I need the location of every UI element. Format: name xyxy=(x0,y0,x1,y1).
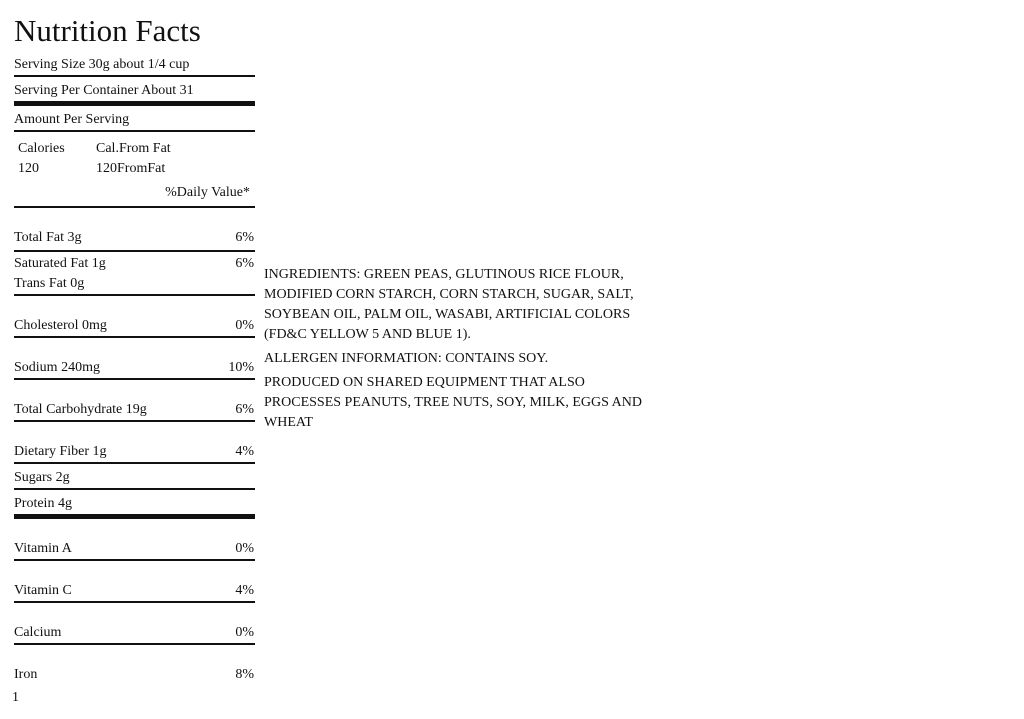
nutrient-name: Dietary Fiber 1g xyxy=(14,444,107,459)
nutrient-name: Sugars 2g xyxy=(14,470,70,485)
shared-equipment-notice: PRODUCED ON SHARED EQUIPMENT THAT ALSO PROCESSES PEANUTS, TREE NUTS, SOY, MILK, EGGS AND WHEAT xyxy=(264,375,642,430)
nutrition-facts-title: Nutrition Facts xyxy=(14,13,201,48)
divider-rule xyxy=(14,488,255,490)
amount-per-serving: Amount Per Serving xyxy=(14,112,130,127)
nutrient-row xyxy=(14,255,255,273)
vitamin-daily-value: 4% xyxy=(235,583,254,598)
vitamin-name: Vitamin C xyxy=(14,583,72,598)
nutrient-daily-value: 6% xyxy=(235,230,254,245)
nutrient-row xyxy=(14,275,255,293)
divider-rule xyxy=(14,130,255,132)
nutrient-row xyxy=(14,495,255,513)
allergen-information: ALLERGEN INFORMATION: CONTAINS SOY. xyxy=(264,351,549,366)
divider-rule-thick xyxy=(14,101,255,106)
divider-rule xyxy=(14,250,255,252)
vitamin-row xyxy=(14,582,255,600)
nutrient-row xyxy=(14,359,255,377)
nutrient-row xyxy=(14,443,255,461)
ingredients-text: INGREDIENTS: GREEN PEAS, GLUTINOUS RICE FLOUR, MODIFIED CORN STARCH, CORN STARCH, SUGAR, SALT, SOYBEAN OIL, PALM OIL, WASABI, ARTIFICIAL COLORS (FD&C YELLOW 5 AND BLUE 1). xyxy=(264,267,634,342)
ingredients-block xyxy=(264,265,654,433)
nutrient-name: Protein 4g xyxy=(14,496,72,511)
nutrient-row xyxy=(14,317,255,335)
nutrient-row xyxy=(14,469,255,487)
calories-value: 120 xyxy=(18,161,39,176)
divider-rule xyxy=(14,294,255,296)
divider-rule xyxy=(14,420,255,422)
serving-size: Serving Size 30g about 1/4 cup xyxy=(14,57,190,72)
vitamin-row xyxy=(14,540,255,558)
nutrient-name: Total Fat 3g xyxy=(14,230,82,245)
vitamin-daily-value: 8% xyxy=(235,667,254,682)
nutrient-name: Cholesterol 0mg xyxy=(14,318,107,333)
vitamin-row xyxy=(14,624,255,642)
divider-rule xyxy=(14,75,255,77)
nutrient-row xyxy=(14,229,255,247)
nutrient-row xyxy=(14,401,255,419)
divider-rule xyxy=(14,206,255,208)
vitamin-name: Iron xyxy=(14,667,38,682)
nutrient-daily-value: 10% xyxy=(228,360,254,375)
divider-rule xyxy=(14,378,255,380)
divider-rule xyxy=(14,601,255,603)
nutrient-name: Sodium 240mg xyxy=(14,360,100,375)
nutrient-daily-value: 4% xyxy=(235,444,254,459)
vitamin-name: Vitamin A xyxy=(14,541,72,556)
vitamin-daily-value: 0% xyxy=(235,625,254,640)
page-number: 1 xyxy=(12,690,19,705)
nutrient-daily-value: 0% xyxy=(235,318,254,333)
daily-value-header: %Daily Value* xyxy=(165,185,250,200)
cal-from-fat-value: 120FromFat xyxy=(96,161,166,176)
vitamin-daily-value: 0% xyxy=(235,541,254,556)
nutrient-name: Total Carbohydrate 19g xyxy=(14,402,147,417)
vitamin-name: Calcium xyxy=(14,625,62,640)
divider-rule xyxy=(14,336,255,338)
nutrient-name: Saturated Fat 1g xyxy=(14,256,106,271)
nutrient-daily-value: 6% xyxy=(235,256,254,271)
servings-per-container: Serving Per Container About 31 xyxy=(14,83,194,98)
nutrient-daily-value: 6% xyxy=(235,402,254,417)
divider-rule xyxy=(14,643,255,645)
cal-from-fat-header: Cal.From Fat xyxy=(96,141,171,156)
divider-rule xyxy=(14,462,255,464)
divider-rule-thick xyxy=(14,514,255,519)
nutrient-name: Trans Fat 0g xyxy=(14,276,85,291)
vitamin-row xyxy=(14,666,255,684)
calories-header: Calories xyxy=(18,141,65,156)
divider-rule xyxy=(14,559,255,561)
